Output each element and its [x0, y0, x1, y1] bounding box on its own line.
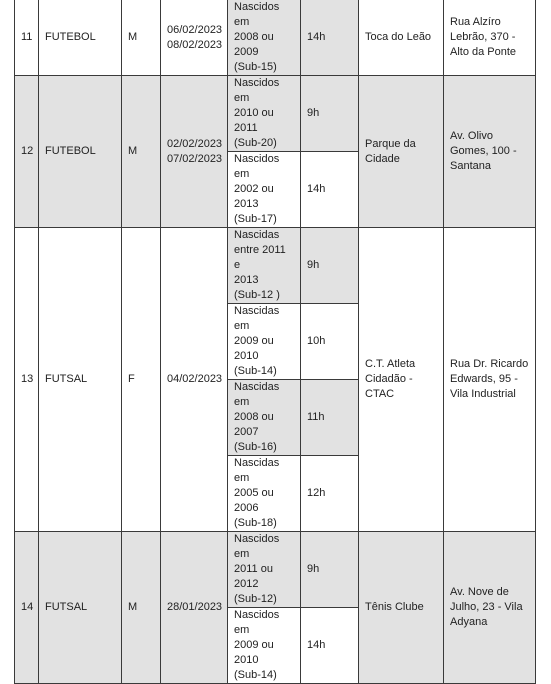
time-cell: 14h: [301, 0, 359, 76]
time-cell: 9h: [301, 228, 359, 304]
address-cell: Rua Dr. Ricardo Edwards, 95 - Vila Industrial: [444, 228, 536, 532]
time-cell: 12h: [301, 456, 359, 532]
date-value: 04/02/2023: [167, 373, 223, 385]
date-value: 28/01/2023: [167, 601, 223, 613]
gender-cell: M: [122, 532, 161, 684]
time-cell: 14h: [301, 608, 359, 684]
venue-cell: Tênis Clube: [359, 532, 444, 684]
category-cell: Nascidos em 2011 ou 2012 (Sub-12): [228, 532, 301, 608]
date-value: 06/02/2023: [167, 23, 223, 36]
time-cell: 11h: [301, 380, 359, 456]
address-cell: Av. Olivo Gomes, 100 - Santana: [444, 76, 536, 228]
category-cell: Nascidas em 2005 ou 2006 (Sub-18): [228, 456, 301, 532]
time-cell: 9h: [301, 532, 359, 608]
dates-cell: [161, 228, 228, 532]
time-cell: 10h: [301, 304, 359, 380]
category-cell: Nascidos em 2008 ou 2009 (Sub-15): [228, 0, 301, 76]
address-cell: Av. Nove de Julho, 23 - Vila Adyana: [444, 532, 536, 684]
sport-cell: FUTEBOL: [39, 76, 122, 228]
category-cell: Nascidas em 2008 ou 2007 (Sub-16): [228, 380, 301, 456]
sport-cell: FUTEBOL: [39, 0, 122, 76]
schedule-body: [15, 0, 536, 684]
table-row: [15, 0, 536, 76]
row-number: 14: [15, 532, 39, 684]
table-row: [15, 76, 536, 152]
category-cell: Nascidas entre 2011 e 2013 (Sub-12 ): [228, 228, 301, 304]
table-row: [15, 228, 536, 304]
table-row: [15, 532, 536, 608]
category-cell: Nascidos em 2009 ou 2010 (Sub-14): [228, 608, 301, 684]
category-cell: Nascidas em 2009 ou 2010 (Sub-14): [228, 304, 301, 380]
time-cell: 14h: [301, 152, 359, 228]
venue-cell: Parque da Cidade: [359, 76, 444, 228]
category-cell: Nascidos em 2010 ou 2011 (Sub-20): [228, 76, 301, 152]
address-cell: Rua Alzíro Lebrão, 370 - Alto da Ponte: [444, 0, 536, 76]
dates-cell: [161, 0, 228, 76]
date-value: 02/02/2023: [167, 137, 223, 150]
venue-cell: Toca do Leão: [359, 0, 444, 76]
dates-cell: [161, 532, 228, 684]
row-number: 12: [15, 76, 39, 228]
sport-cell: FUTSAL: [39, 228, 122, 532]
category-cell: Nascidos em 2002 ou 2013 (Sub-17): [228, 152, 301, 228]
time-cell: 9h: [301, 76, 359, 152]
row-number: 13: [15, 228, 39, 532]
sport-cell: FUTSAL: [39, 532, 122, 684]
date-value: 07/02/2023: [167, 152, 223, 165]
dates-cell: [161, 76, 228, 228]
gender-cell: M: [122, 0, 161, 76]
row-number: 11: [15, 0, 39, 76]
date-value: 08/02/2023: [167, 38, 223, 51]
venue-cell: C.T. Atleta Cidadão - CTAC: [359, 228, 444, 532]
gender-cell: M: [122, 76, 161, 228]
gender-cell: F: [122, 228, 161, 532]
schedule-table: [14, 0, 536, 684]
